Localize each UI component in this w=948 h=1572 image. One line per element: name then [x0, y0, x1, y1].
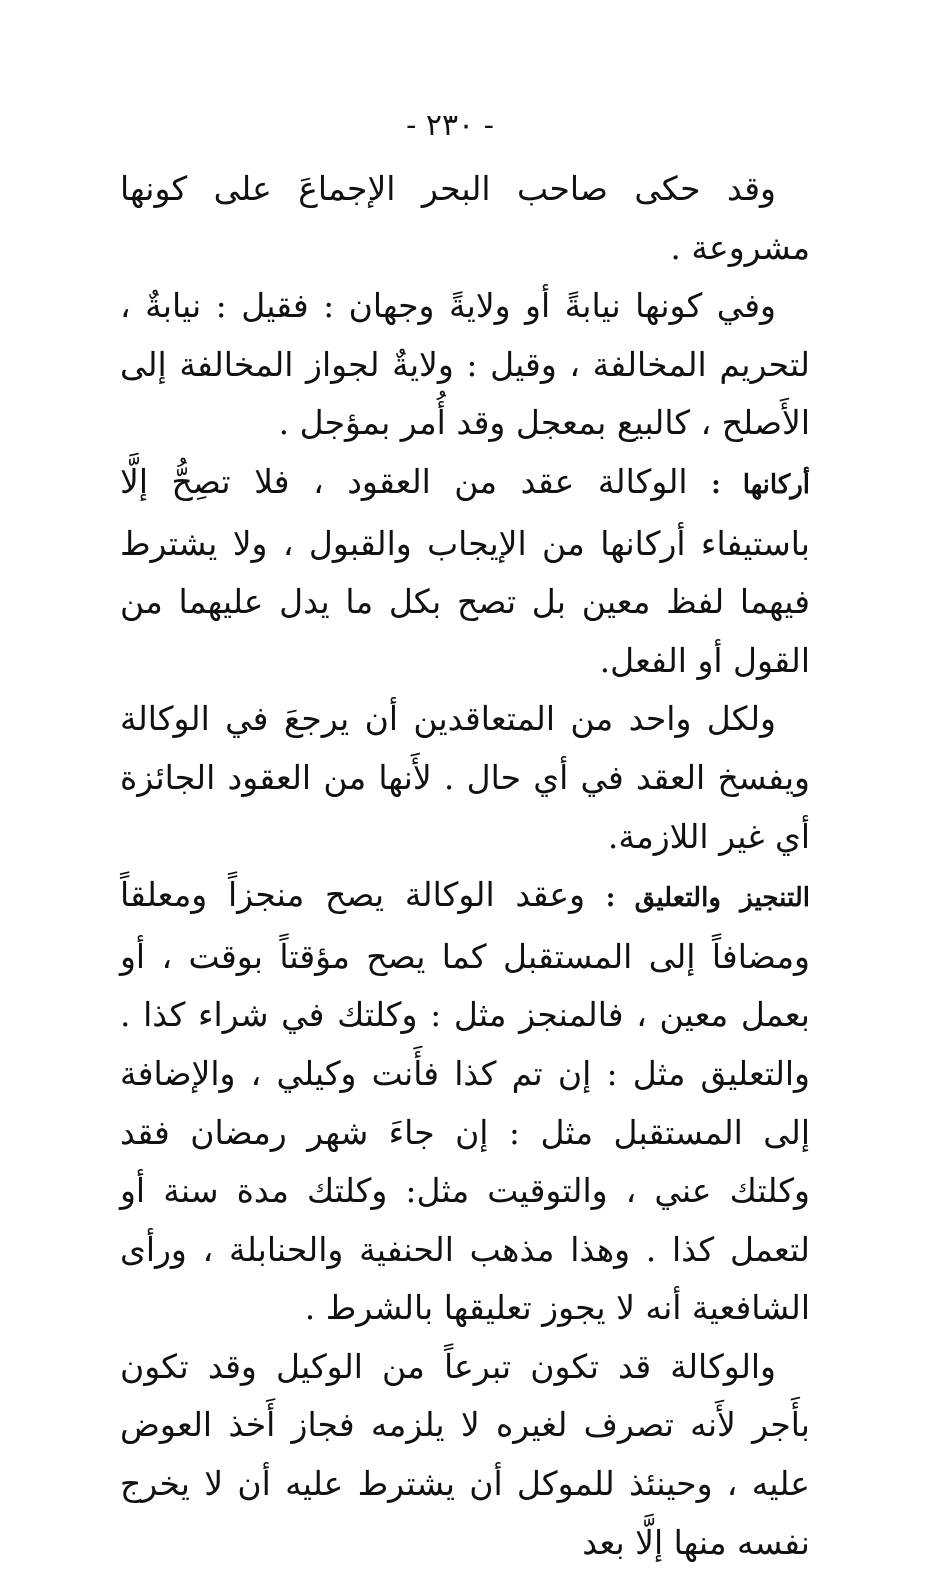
- section-heading-pillars: أركانها :: [711, 469, 810, 500]
- section-heading-conditions: التنجيز والتعليق :: [605, 883, 810, 914]
- paragraph-revocation: [120, 690, 810, 866]
- page-number: - ٢٣٠ -: [406, 108, 494, 143]
- paragraph-nature: [120, 277, 810, 453]
- paragraph-pillars: [120, 453, 810, 690]
- paragraph-text: الوكالة عقد من العقود ، فلا تصِحُّ إلَّا باستيفاء أركانها من الإيجاب والقبول ، ولا يشترط فيهما لفظ معين بل تصح بكل ما يدل عليهما من القول أو الفعل.: [120, 461, 810, 680]
- paragraph-text: والوكالة قد تكون تبرعاً من الوكيل وقد تكون بأَجر لأَنه تصرف لغيره لا يلزمه فجاز أَخذ العوض عليه ، وحينئذ للموكل أن يشترط عليه أن لا يخرج نفسه منها إلَّا بعد: [120, 1346, 810, 1562]
- paragraph-text: وعقد الوكالة يصح منجزاً ومعلقاً ومضافاً إلى المستقبل كما يصح مؤقتاً بوقت ، أو بعمل معين ، فالمنجز مثل : وكلتك في شراء كذا . والتعليق مثل : إن تم كذا فأَنت وكيلي ، والإضافة إلى المستقبل مثل : إن جاءَ شهر رمضان فقد وكلتك عني ، والتوقيت مثل: وكلتك مدة سنة أو لتعمل كذا . وهذا مذهب الحنفية والحنابلة ، ورأى الشافعية أنه لا يجوز تعليقها بالشرط .: [120, 875, 810, 1328]
- paragraph-text: وفي كونها نيابةً أو ولايةً وجهان : فقيل : نيابةٌ ، لتحريم المخالفة ، وقيل : ولايةٌ لجواز المخالفة إلى الأَصلح ، كالبيع بمعجل وقد أُمر بمؤجل .: [120, 286, 810, 443]
- body-text: [120, 160, 810, 1572]
- paragraph-intro: [120, 160, 810, 277]
- paragraph-payment: [120, 1338, 810, 1572]
- paragraph-conditions: [120, 866, 810, 1338]
- paragraph-text: وقد حكى صاحب البحر الإجماعَ على كونها مشروعة .: [120, 169, 810, 267]
- paragraph-text: ولكل واحد من المتعاقدين أن يرجعَ في الوكالة ويفسخ العقد في أي حال . لأَنها من العقود الجائزة أي غير اللازمة.: [120, 699, 810, 856]
